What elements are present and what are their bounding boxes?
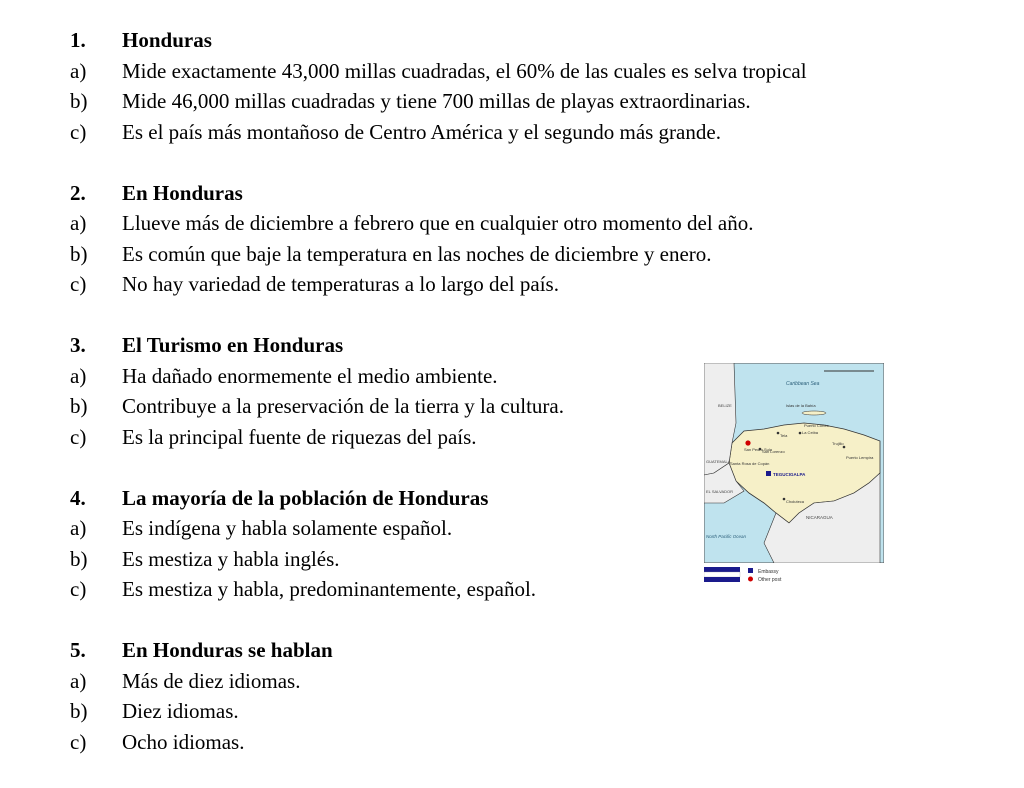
option-label: a) [70, 668, 87, 693]
country-label-guatemala: GUATEMALA [706, 459, 731, 464]
option-text: Contribuye a la preservación de la tierra y la cultura. [122, 394, 564, 418]
option-text: Es el país más montañoso de Centro América y el segundo más grande. [122, 119, 721, 144]
option-label: a) [70, 211, 87, 235]
option-text: Ocho idiomas. [122, 729, 245, 754]
country-label-nicaragua: NICARAGUA [806, 515, 833, 520]
option-label: b) [70, 89, 88, 113]
option-text: Es mestiza y habla, predominantemente, español. [122, 577, 537, 601]
answer-option [70, 208, 970, 239]
question-number: 2. [70, 180, 86, 205]
country-label-el-salvador: EL SALVADOR [706, 489, 734, 494]
map-legend [704, 565, 884, 587]
city-label: San Lorenzo [762, 449, 785, 454]
question-block [70, 25, 970, 147]
city-marker [799, 432, 802, 435]
option-label: b) [70, 241, 88, 266]
city-label: San Pedro Sula [744, 447, 773, 452]
option-label: b) [70, 394, 88, 418]
answer-option [70, 239, 970, 270]
city-label: Choluteca [786, 499, 805, 504]
ocean-label: North Pacific Ocean [706, 534, 747, 539]
answer-option [70, 727, 970, 758]
question-title: El Turismo en Honduras [122, 333, 344, 357]
city-label: Tela [780, 433, 788, 438]
question-heading [70, 178, 970, 209]
answer-option [70, 56, 970, 87]
islands-label: Islas de la Bahía [786, 403, 816, 408]
city-label: Trujillo [832, 441, 844, 446]
question-block [70, 635, 970, 757]
city-label: Santa Rosa de Copán [730, 461, 770, 466]
option-text: Es mestiza y habla inglés. [122, 546, 340, 571]
sea-label: Caribbean Sea [786, 381, 820, 387]
answer-option [70, 269, 970, 300]
city-label: La Ceiba [802, 430, 819, 435]
legend-other-post-label: Other post [758, 577, 782, 583]
city-label: Puerto Lempira [846, 455, 874, 460]
option-label: b) [70, 546, 88, 571]
question-heading [70, 330, 970, 361]
city-marker [777, 432, 780, 435]
answer-option [70, 696, 970, 727]
option-label: c) [70, 272, 87, 296]
capital-label: TEGUCIGALPA [773, 472, 806, 477]
question-title: En Honduras [122, 180, 243, 205]
option-label: c) [70, 424, 87, 449]
option-label: c) [70, 729, 87, 754]
option-label: a) [70, 516, 87, 540]
bay-islands [802, 411, 826, 415]
option-text: Más de diez idiomas. [122, 668, 301, 693]
question-number: 3. [70, 333, 86, 357]
legend-embassy-marker [748, 568, 753, 573]
option-label: a) [70, 58, 87, 83]
port-marker [745, 440, 750, 445]
question-number: 1. [70, 28, 86, 52]
option-text: Es la principal fuente de riquezas del país. [122, 424, 477, 449]
legend-other-post-marker [748, 577, 753, 582]
question-number: 4. [70, 485, 86, 510]
option-text: Diez idiomas. [122, 699, 239, 723]
question-title: Honduras [122, 28, 212, 52]
question-title: La mayoría de la población de Honduras [122, 485, 489, 510]
legend-embassy-label: Embassy [758, 569, 779, 575]
flag-stripe [704, 577, 740, 582]
flag-stripe [704, 567, 740, 572]
question-heading [70, 25, 970, 56]
question-block [70, 178, 970, 300]
option-text: No hay variedad de temperaturas a lo largo del país. [122, 272, 559, 296]
city-marker [783, 498, 786, 501]
option-text: Es indígena y habla solamente español. [122, 516, 453, 540]
capital-marker [766, 471, 771, 476]
answer-option [70, 666, 970, 697]
country-label-belize: BELIZE [718, 403, 732, 408]
city-label: Puerto Cortés [804, 423, 829, 428]
question-number: 5. [70, 638, 86, 662]
honduras-map [704, 363, 884, 563]
option-text: Es común que baje la temperatura en las noches de diciembre y enero. [122, 241, 712, 266]
option-label: c) [70, 577, 87, 601]
option-text: Mide 46,000 millas cuadradas y tiene 700 millas de playas extraordinarias. [122, 89, 751, 113]
answer-option [70, 86, 970, 117]
flag-stripe [704, 572, 740, 577]
option-label: a) [70, 363, 87, 388]
answer-option [70, 117, 970, 148]
option-text: Ha dañado enormemente el medio ambiente. [122, 363, 498, 388]
question-heading [70, 635, 970, 666]
option-label: b) [70, 699, 88, 723]
option-text: Mide exactamente 43,000 millas cuadradas, el 60% de las cuales es selva tropical [122, 58, 807, 83]
option-text: Llueve más de diciembre a febrero que en cualquier otro momento del año. [122, 211, 754, 235]
city-marker [843, 446, 846, 449]
question-title: En Honduras se hablan [122, 638, 333, 662]
option-label: c) [70, 119, 87, 144]
